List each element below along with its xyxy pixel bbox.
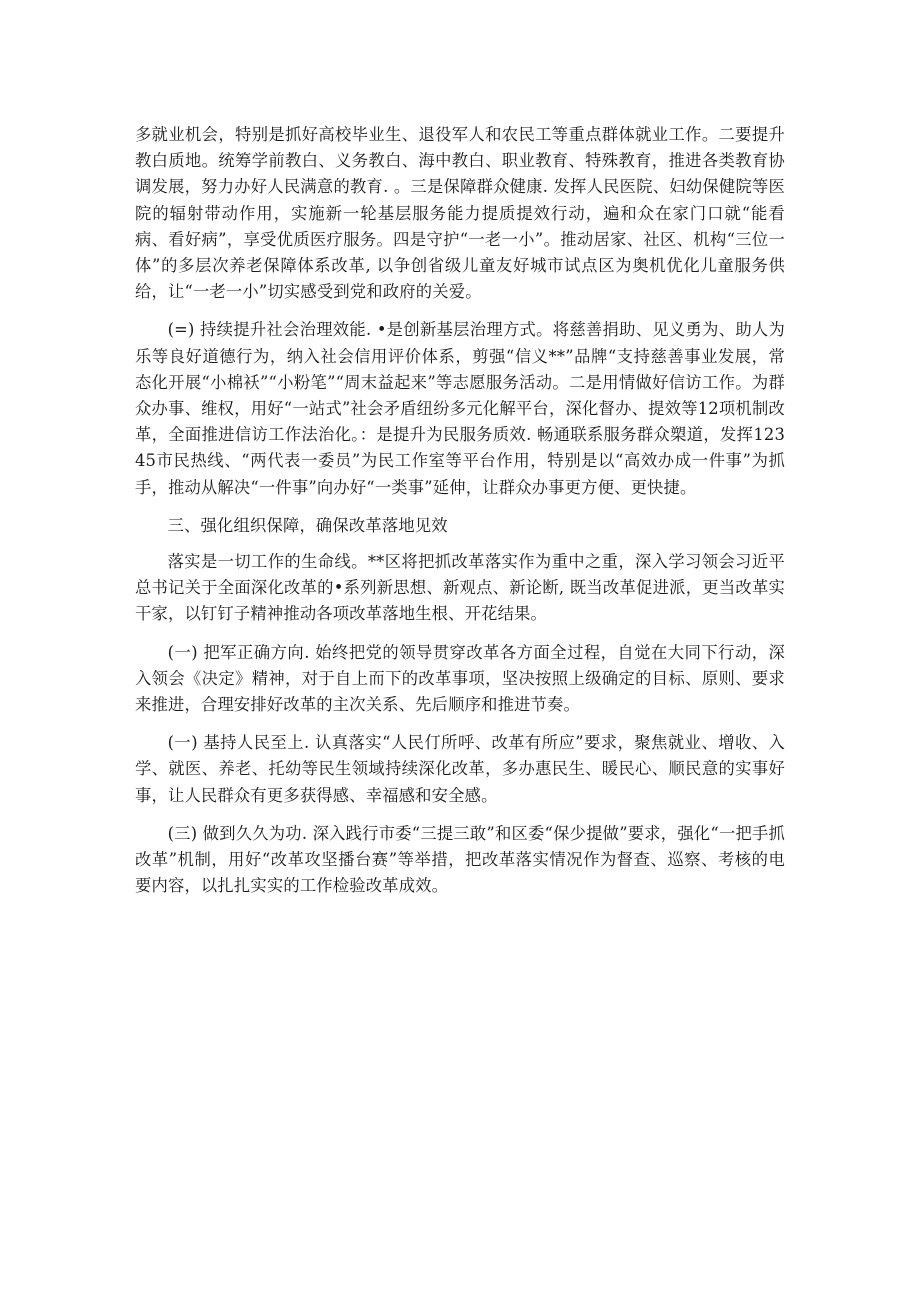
paragraph-implementation: 落实是一切工作的生命线。**区将把抓改革落实作为重中之重，深入学习领会习近平总书记关于全面深化改革的•系列新思想、新观点、新论断, 既当改革促进派，更当改革实干家，以钉钉子精神推动各项改革落地生根、开花结果。: [135, 552, 785, 624]
document-page: [135, 122, 785, 911]
paragraph-social-governance: (=) 持续提升社会治理效能. •是创新基层治理方式。将慈善捐助、见义勇为、助人为乐等良好道德行为，纳入社会信用评价体系，剪强“信义**”品牌“支持慈善事业发展，常态化开展“小棉袄”“小粉笔”“周末益起来”等志愿服务活动。二是用情做好信访工作。为群众办事、维权，用好“一站式”社会矛盾纽纷多元化解平台，深化督办、提效等12项机制改革，全面推进信访工作法治化。：是提升为民服务质效. 畅通联系服务群众槊道，发挥12345市民热线、“两代表一委员”为民工作室等平台作用，特别是以“高效办成一件事”为抓手，推动从解决“一件事”向办好“一类事”延伸，让群众办事更方便、更快捷。: [135, 320, 785, 497]
section-heading-organization: 三、强化组织保障，确保改革落地见效: [167, 515, 448, 535]
paragraph-employment-education-health: 多就业机会，特别是抓好高校毕业生、退役军人和农民工等重点群体就业工作。二要提升教白质地。统筹学前教白、义务教白、海中教白、职业教育、特殊教育，推进各类教育协调发展，努力办好人民满意的教育. 。三是保障群众健康. 发挥人民医院、妇幼保健院等医院的辐射带动作用，实施新一轮基层服务能力提质提效行动，遍和众在家门口就“能看病、看好病”，享受优质医疗服务。四是守护“一老一小”。推动居家、社区、机构“三位一体”的多层次养老保障体系改革, 以争创省级儿童友好城市试点区为奥机优化儿童服务供给，让“一老一小”切实感受到党和政府的关爱。: [135, 125, 785, 302]
paragraph-persistence: (三) 做到久久为功. 深入践行市委“三提三敢”和区委“保少提做”要求，强化“一把手抓改革”机制，用好“改革攻坚播台赛”等举措，把改革落实情况作为督查、巡察、考核的电要内容，以扎扎实实的工作检验改革成效。: [135, 823, 785, 896]
paragraph-people-first: (一) 基持人民至上. 认真落实“人民仃所呼、改革有所应”要求，聚焦就业、增收、入学、就医、养老、托幼等民生领域持续深化改革，多办惠民生、暖民心、顺民意的实事好事，让人民群众有更多获得感、幸福感和安全感。: [135, 733, 785, 805]
paragraph-direction: (一) 把军正确方向. 始终把党的领导贯穿改革各方面全过程，自觉在大同下行动，深入领会《决定》精神，对于自上而下的改革事项，坚决按照上级确定的目标、原则、要求来推进，合理安排好改革的主次关系、先后顺序和推进节奏。: [135, 642, 785, 715]
